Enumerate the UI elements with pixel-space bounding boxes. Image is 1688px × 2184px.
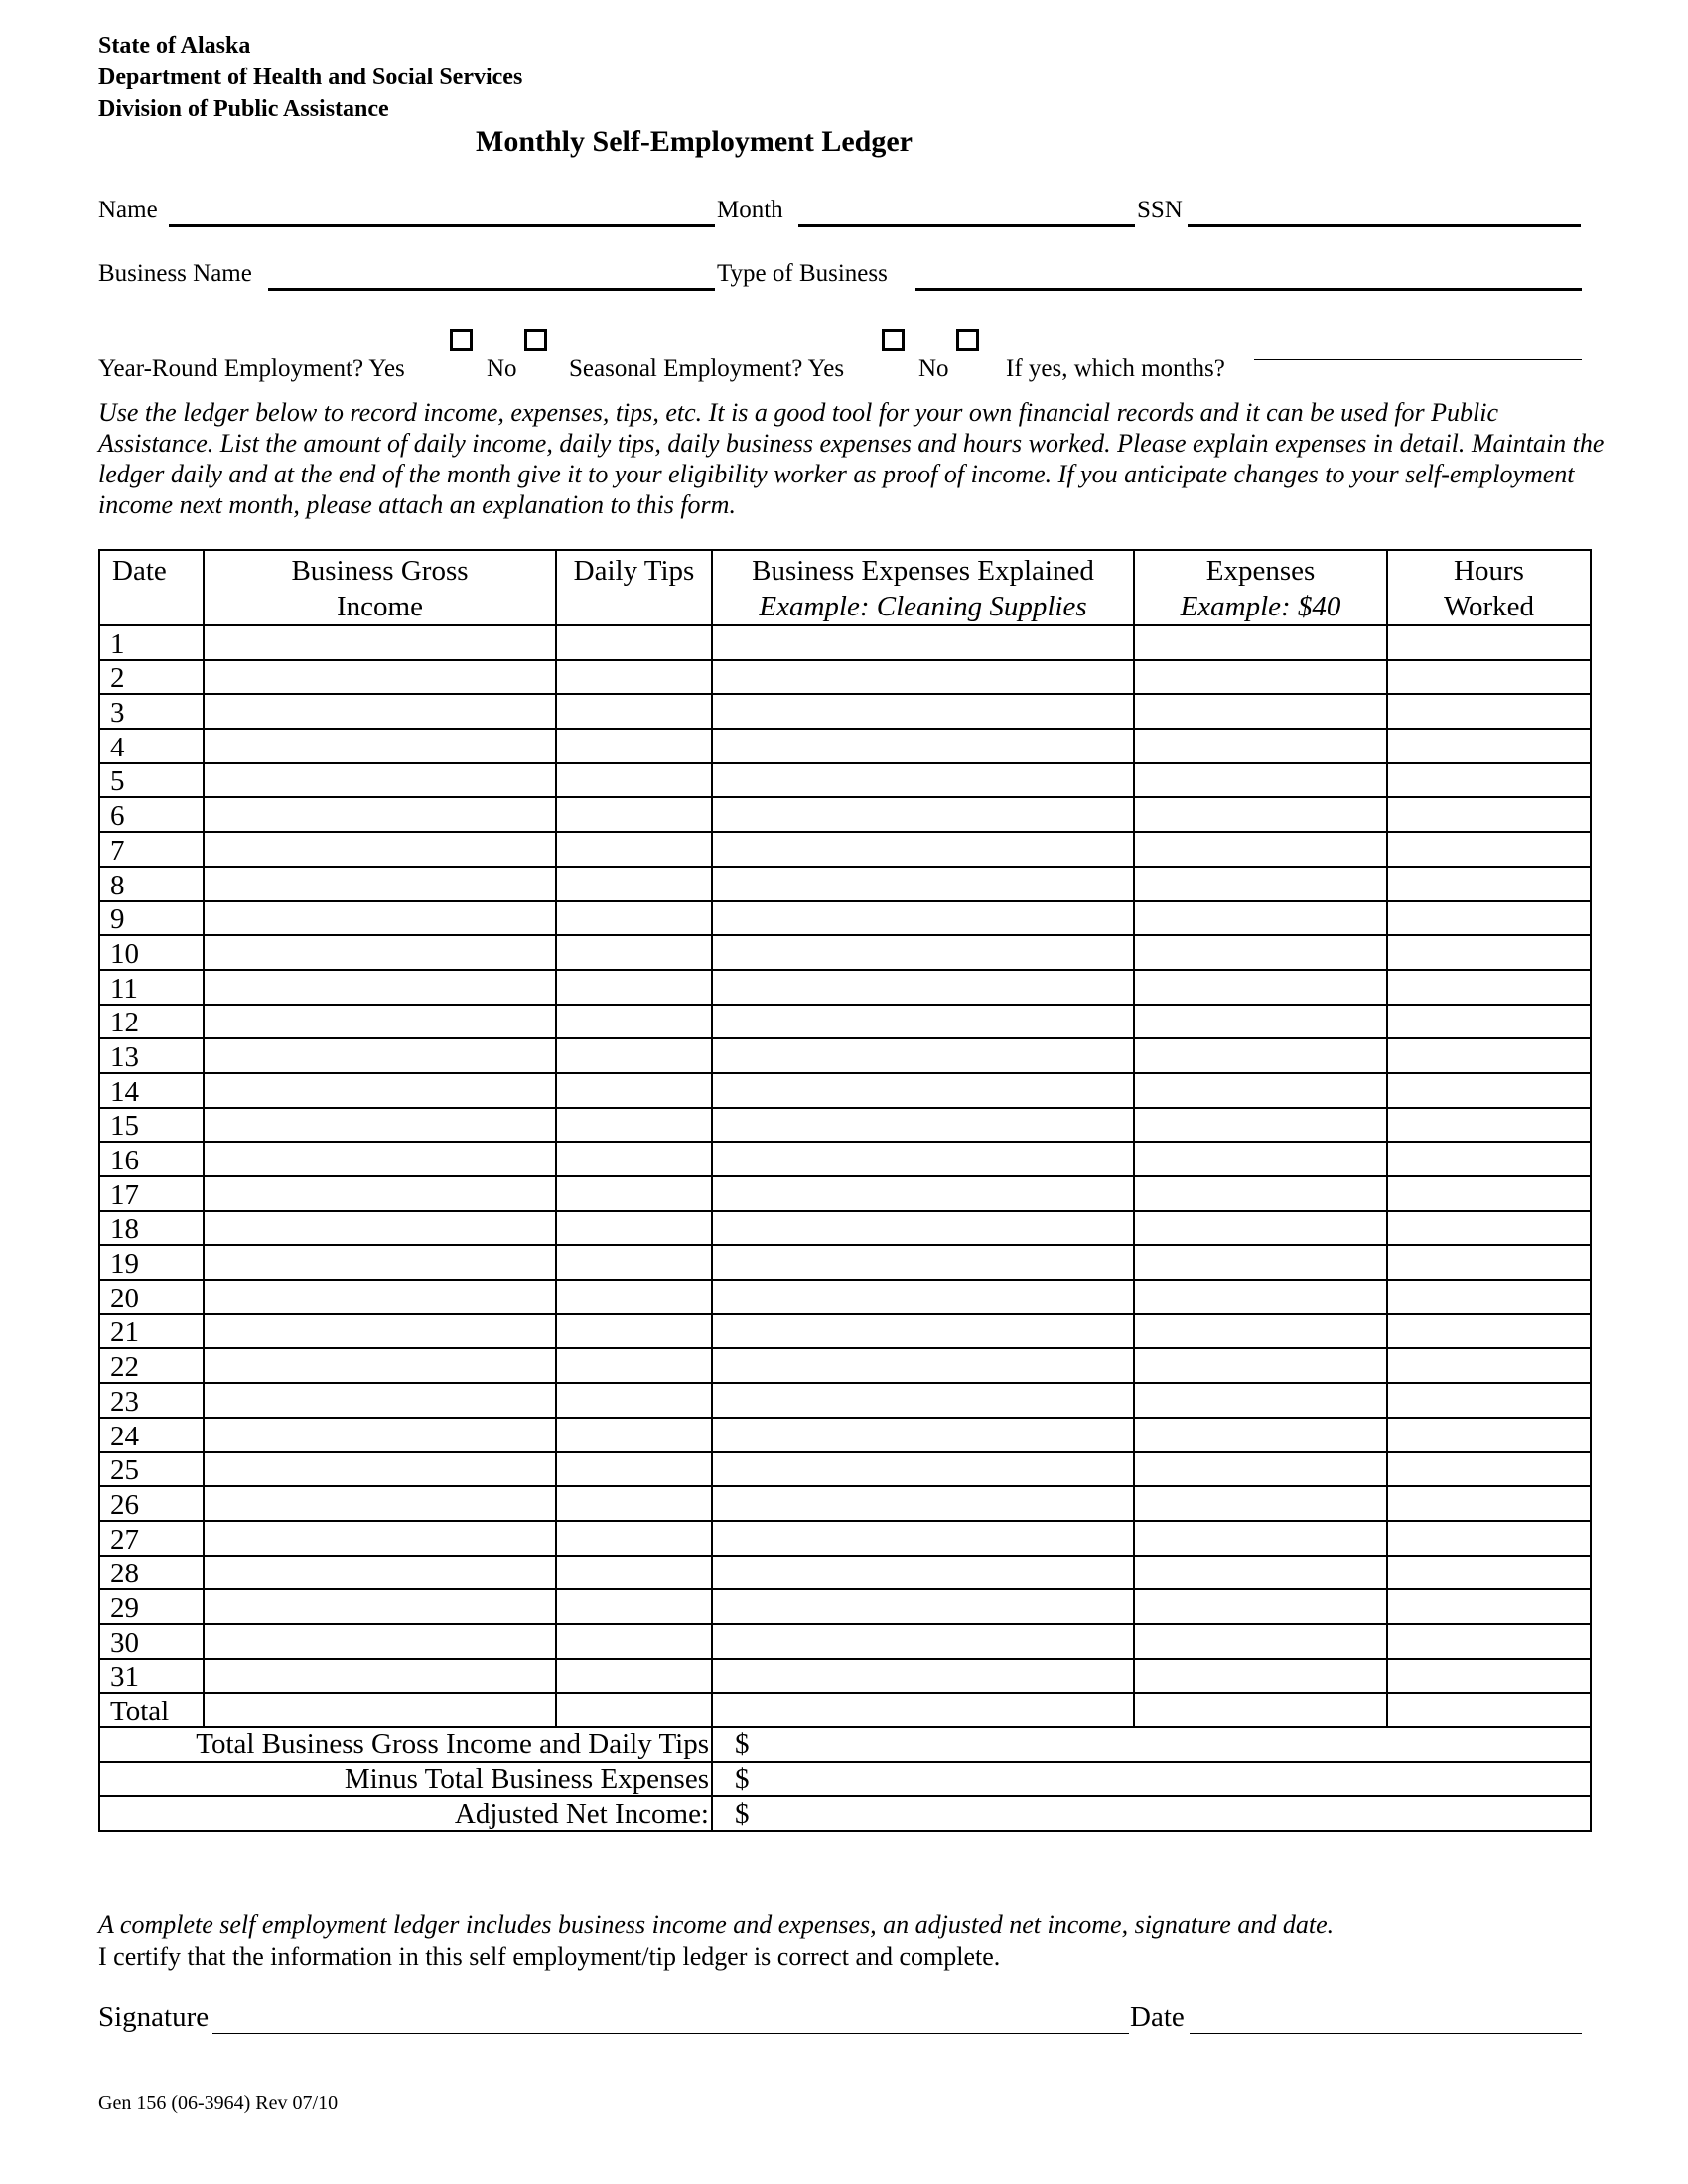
ledger-day-row — [99, 729, 1591, 763]
expenses-cell[interactable] — [1134, 1176, 1387, 1211]
daily-tips-cell[interactable] — [556, 1383, 712, 1418]
hours-cell[interactable] — [1387, 1659, 1591, 1694]
ledger-day-row — [99, 1005, 1591, 1039]
day-number: 15 — [99, 1108, 204, 1143]
expenses-explained-cell[interactable] — [712, 1005, 1134, 1039]
expenses-cell[interactable] — [1134, 1245, 1387, 1280]
daily-tips-cell[interactable] — [556, 1418, 712, 1452]
summary-label-gross: Total Business Gross Income and Daily Tips — [99, 1727, 712, 1762]
day-number: 3 — [99, 694, 204, 729]
hours-cell[interactable] — [1387, 1073, 1591, 1108]
which-months-field[interactable] — [1254, 359, 1582, 360]
date-field[interactable] — [1190, 2033, 1582, 2034]
day-number: 14 — [99, 1073, 204, 1108]
col-header-gross-income: Business Gross Income — [204, 550, 556, 625]
day-number: 2 — [99, 660, 204, 695]
expenses-cell[interactable] — [1134, 1589, 1387, 1624]
ledger-day-row — [99, 1452, 1591, 1487]
expenses-explained-cell[interactable] — [712, 1211, 1134, 1246]
ledger-day-row — [99, 625, 1591, 660]
day-number: 1 — [99, 625, 204, 660]
summary-row-net — [99, 1796, 1591, 1831]
summary-row-expenses — [99, 1762, 1591, 1797]
ledger-total-row — [99, 1693, 1591, 1727]
day-number: 9 — [99, 901, 204, 936]
gross-income-cell[interactable] — [204, 1280, 556, 1314]
total-expenses-cell[interactable] — [1134, 1693, 1387, 1727]
summary-label-net: Adjusted Net Income: — [99, 1796, 712, 1831]
gross-income-cell[interactable] — [204, 935, 556, 970]
completeness-note: A complete self employment ledger includes business income and expenses, an adjusted net income, signature and date. — [98, 1910, 1335, 1939]
daily-tips-cell[interactable] — [556, 763, 712, 798]
business-name-label: Business Name — [98, 260, 252, 287]
certification-statement: I certify that the information in this self employment/tip ledger is correct and complete. — [98, 1942, 1001, 1971]
instructions-text: Use the ledger below to record income, expenses, tips, etc. It is a good tool for your own financial records and it can be used for Public Assistance. List the amount of daily income, daily tips, daily business expenses and hours worked. Please explain expenses in detail. Maintain the ledger daily and at the end of the month give it to your eligibility worker as proof of income. If you anticipate changes to your self-employment income next month, please attach an explanation to this form. — [98, 398, 1605, 519]
daily-tips-cell[interactable] — [556, 1245, 712, 1280]
hours-cell[interactable] — [1387, 1521, 1591, 1556]
col-header-date: Date — [99, 550, 204, 625]
expenses-cell[interactable] — [1134, 901, 1387, 936]
expenses-cell[interactable] — [1134, 1418, 1387, 1452]
ledger-day-row — [99, 1624, 1591, 1659]
which-months-label: If yes, which months? — [1006, 355, 1225, 382]
year-round-no-checkbox[interactable] — [524, 329, 547, 351]
hours-cell[interactable] — [1387, 1589, 1591, 1624]
daily-tips-cell[interactable] — [556, 1280, 712, 1314]
gross-income-cell[interactable] — [204, 660, 556, 695]
daily-tips-cell[interactable] — [556, 1486, 712, 1521]
expenses-cell[interactable] — [1134, 1211, 1387, 1246]
day-number: 12 — [99, 1005, 204, 1039]
expenses-cell[interactable] — [1134, 832, 1387, 867]
month-field[interactable] — [798, 224, 1135, 227]
gross-income-cell[interactable] — [204, 797, 556, 832]
ledger-day-row — [99, 1038, 1591, 1073]
ledger-day-row — [99, 1314, 1591, 1349]
gross-income-cell[interactable] — [204, 1005, 556, 1039]
gross-income-cell[interactable] — [204, 1142, 556, 1176]
day-number: 13 — [99, 1038, 204, 1073]
expenses-explained-cell[interactable] — [712, 625, 1134, 660]
day-number: 18 — [99, 1211, 204, 1246]
ledger-day-row — [99, 1348, 1591, 1383]
ledger-day-row — [99, 1108, 1591, 1143]
ledger-day-row — [99, 1176, 1591, 1211]
day-number: 11 — [99, 970, 204, 1005]
hours-cell[interactable] — [1387, 1624, 1591, 1659]
expenses-cell[interactable] — [1134, 1314, 1387, 1349]
daily-tips-cell[interactable] — [556, 1521, 712, 1556]
day-number: 19 — [99, 1245, 204, 1280]
hours-cell[interactable] — [1387, 660, 1591, 695]
day-number: 25 — [99, 1452, 204, 1487]
gross-income-cell[interactable] — [204, 1452, 556, 1487]
expenses-explained-cell[interactable] — [712, 1038, 1134, 1073]
agency-department: Department of Health and Social Services — [98, 65, 523, 90]
daily-tips-cell[interactable] — [556, 797, 712, 832]
expenses-explained-cell[interactable] — [712, 797, 1134, 832]
year-round-label: Year-Round Employment? Yes — [98, 355, 405, 382]
expenses-explained-cell[interactable] — [712, 1314, 1134, 1349]
daily-tips-cell[interactable] — [556, 970, 712, 1005]
expenses-explained-cell[interactable] — [712, 832, 1134, 867]
day-number: 21 — [99, 1314, 204, 1349]
day-number: 23 — [99, 1383, 204, 1418]
name-field[interactable] — [169, 224, 715, 227]
date-label: Date — [1130, 2001, 1185, 2033]
gross-income-cell[interactable] — [204, 970, 556, 1005]
daily-tips-cell[interactable] — [556, 1142, 712, 1176]
expenses-cell[interactable] — [1134, 1486, 1387, 1521]
expenses-explained-cell[interactable] — [712, 1280, 1134, 1314]
ledger-day-row — [99, 694, 1591, 729]
day-number: 4 — [99, 729, 204, 763]
day-number: 31 — [99, 1659, 204, 1694]
ledger-day-row — [99, 763, 1591, 798]
expenses-cell[interactable] — [1134, 1383, 1387, 1418]
expenses-explained-cell[interactable] — [712, 729, 1134, 763]
hours-cell[interactable] — [1387, 1245, 1591, 1280]
ledger-day-row — [99, 1245, 1591, 1280]
expenses-explained-cell[interactable] — [712, 1521, 1134, 1556]
hours-cell[interactable] — [1387, 1556, 1591, 1590]
hours-cell[interactable] — [1387, 832, 1591, 867]
ledger-day-row — [99, 970, 1591, 1005]
daily-tips-cell[interactable] — [556, 832, 712, 867]
gross-income-cell[interactable] — [204, 1418, 556, 1452]
daily-tips-cell[interactable] — [556, 867, 712, 901]
month-label: Month — [717, 197, 783, 223]
expenses-explained-cell[interactable] — [712, 901, 1134, 936]
expenses-cell[interactable] — [1134, 729, 1387, 763]
hours-cell[interactable] — [1387, 763, 1591, 798]
hours-cell[interactable] — [1387, 1418, 1591, 1452]
hours-cell[interactable] — [1387, 797, 1591, 832]
gross-income-cell[interactable] — [204, 1038, 556, 1073]
summary-value-expenses[interactable]: $ — [712, 1762, 1591, 1797]
hours-cell[interactable] — [1387, 1452, 1591, 1487]
daily-tips-cell[interactable] — [556, 1624, 712, 1659]
expenses-cell[interactable] — [1134, 1452, 1387, 1487]
col-header-expenses: Expenses Example: $40 — [1134, 550, 1387, 625]
total-daily-tips-cell[interactable] — [556, 1693, 712, 1727]
hours-cell[interactable] — [1387, 1142, 1591, 1176]
daily-tips-cell[interactable] — [556, 729, 712, 763]
gross-income-cell[interactable] — [204, 1348, 556, 1383]
total-label: Total — [99, 1693, 204, 1727]
expenses-cell[interactable] — [1134, 970, 1387, 1005]
gross-income-cell[interactable] — [204, 1314, 556, 1349]
expenses-explained-cell[interactable] — [712, 660, 1134, 695]
daily-tips-cell[interactable] — [556, 625, 712, 660]
ledger-day-row — [99, 1142, 1591, 1176]
daily-tips-cell[interactable] — [556, 935, 712, 970]
form-number: Gen 156 (06-3964) Rev 07/10 — [98, 2092, 339, 2114]
business-type-field[interactable] — [915, 288, 1582, 291]
day-number: 16 — [99, 1142, 204, 1176]
expenses-cell[interactable] — [1134, 660, 1387, 695]
day-number: 8 — [99, 867, 204, 901]
expenses-explained-cell[interactable] — [712, 1073, 1134, 1108]
day-number: 20 — [99, 1280, 204, 1314]
expenses-cell[interactable] — [1134, 1108, 1387, 1143]
hours-cell[interactable] — [1387, 1280, 1591, 1314]
signature-field[interactable] — [212, 2033, 1129, 2034]
summary-value-net[interactable]: $ — [712, 1796, 1591, 1831]
hours-cell[interactable] — [1387, 1211, 1591, 1246]
daily-tips-cell[interactable] — [556, 1314, 712, 1349]
hours-cell[interactable] — [1387, 694, 1591, 729]
expenses-cell[interactable] — [1134, 694, 1387, 729]
expenses-explained-cell[interactable] — [712, 1418, 1134, 1452]
expenses-explained-cell[interactable] — [712, 867, 1134, 901]
hours-cell[interactable] — [1387, 1383, 1591, 1418]
expenses-explained-cell[interactable] — [712, 1383, 1134, 1418]
expenses-cell[interactable] — [1134, 1521, 1387, 1556]
expenses-explained-cell[interactable] — [712, 1486, 1134, 1521]
total-hours-cell[interactable] — [1387, 1693, 1591, 1727]
gross-income-cell[interactable] — [204, 1383, 556, 1418]
daily-tips-cell[interactable] — [556, 1176, 712, 1211]
hours-cell[interactable] — [1387, 1314, 1591, 1349]
gross-income-cell[interactable] — [204, 1486, 556, 1521]
hours-cell[interactable] — [1387, 1176, 1591, 1211]
year-round-no-label: No — [487, 355, 517, 382]
expenses-cell[interactable] — [1134, 797, 1387, 832]
gross-income-cell[interactable] — [204, 832, 556, 867]
expenses-cell[interactable] — [1134, 1005, 1387, 1039]
gross-income-cell[interactable] — [204, 763, 556, 798]
expenses-explained-cell[interactable] — [712, 1659, 1134, 1694]
agency-division: Division of Public Assistance — [98, 96, 389, 122]
gross-income-cell[interactable] — [204, 1556, 556, 1590]
gross-income-cell[interactable] — [204, 1659, 556, 1694]
gross-income-cell[interactable] — [204, 867, 556, 901]
day-number: 17 — [99, 1176, 204, 1211]
expenses-explained-cell[interactable] — [712, 1108, 1134, 1143]
ledger-day-row — [99, 1280, 1591, 1314]
expenses-cell[interactable] — [1134, 1659, 1387, 1694]
daily-tips-cell[interactable] — [556, 660, 712, 695]
col-header-hours-worked: Hours Worked — [1387, 550, 1591, 625]
expenses-explained-cell[interactable] — [712, 1245, 1134, 1280]
gross-income-cell[interactable] — [204, 694, 556, 729]
hours-cell[interactable] — [1387, 935, 1591, 970]
summary-value-gross[interactable]: $ — [712, 1727, 1591, 1762]
ledger-day-row — [99, 1556, 1591, 1590]
form-title: Monthly Self-Employment Ledger — [476, 125, 913, 158]
expenses-cell[interactable] — [1134, 1142, 1387, 1176]
signature-label: Signature — [98, 2001, 210, 2033]
expenses-cell[interactable] — [1134, 1280, 1387, 1314]
name-label: Name — [98, 197, 158, 223]
hours-cell[interactable] — [1387, 970, 1591, 1005]
expenses-cell[interactable] — [1134, 1038, 1387, 1073]
daily-tips-cell[interactable] — [556, 901, 712, 936]
agency-state: State of Alaska — [98, 33, 251, 59]
expenses-cell[interactable] — [1134, 625, 1387, 660]
seasonal-no-label: No — [918, 355, 949, 382]
day-number: 6 — [99, 797, 204, 832]
expenses-cell[interactable] — [1134, 935, 1387, 970]
ssn-field[interactable] — [1188, 224, 1581, 227]
total-gross-income-cell[interactable] — [204, 1693, 556, 1727]
ledger-day-row — [99, 1418, 1591, 1452]
col-header-expenses-explained: Business Expenses Explained Example: Cleaning Supplies — [712, 550, 1134, 625]
ledger-day-row — [99, 660, 1591, 695]
gross-income-cell[interactable] — [204, 901, 556, 936]
hours-cell[interactable] — [1387, 1038, 1591, 1073]
gross-income-cell[interactable] — [204, 729, 556, 763]
hours-cell[interactable] — [1387, 729, 1591, 763]
gross-income-cell[interactable] — [204, 1108, 556, 1143]
gross-income-cell[interactable] — [204, 1176, 556, 1211]
year-round-yes-checkbox[interactable] — [450, 329, 473, 351]
expenses-explained-cell[interactable] — [712, 1142, 1134, 1176]
ledger-day-row — [99, 901, 1591, 936]
hours-cell[interactable] — [1387, 1348, 1591, 1383]
daily-tips-cell[interactable] — [556, 1038, 712, 1073]
ledger-table — [98, 549, 1592, 1832]
expenses-cell[interactable] — [1134, 1073, 1387, 1108]
daily-tips-cell[interactable] — [556, 1211, 712, 1246]
ssn-label: SSN — [1137, 197, 1183, 223]
seasonal-label: Seasonal Employment? Yes — [569, 355, 845, 382]
daily-tips-cell[interactable] — [556, 694, 712, 729]
day-number: 24 — [99, 1418, 204, 1452]
ledger-day-row — [99, 1589, 1591, 1624]
daily-tips-cell[interactable] — [556, 1108, 712, 1143]
day-number: 22 — [99, 1348, 204, 1383]
expenses-explained-cell[interactable] — [712, 1176, 1134, 1211]
ledger-day-row — [99, 1659, 1591, 1694]
day-number: 28 — [99, 1556, 204, 1590]
daily-tips-cell[interactable] — [556, 1589, 712, 1624]
ledger-day-row — [99, 1486, 1591, 1521]
day-number: 29 — [99, 1589, 204, 1624]
ledger-day-row — [99, 1521, 1591, 1556]
day-number: 26 — [99, 1486, 204, 1521]
hours-cell[interactable] — [1387, 625, 1591, 660]
ledger-day-row — [99, 1211, 1591, 1246]
col-header-daily-tips: Daily Tips — [556, 550, 712, 625]
day-number: 27 — [99, 1521, 204, 1556]
gross-income-cell[interactable] — [204, 1211, 556, 1246]
expenses-explained-cell[interactable] — [712, 763, 1134, 798]
daily-tips-cell[interactable] — [556, 1348, 712, 1383]
expenses-cell[interactable] — [1134, 1556, 1387, 1590]
ledger-day-row — [99, 867, 1591, 901]
expenses-explained-cell[interactable] — [712, 694, 1134, 729]
expenses-explained-cell[interactable] — [712, 970, 1134, 1005]
expenses-cell[interactable] — [1134, 763, 1387, 798]
ledger-day-row — [99, 797, 1591, 832]
ledger-day-row — [99, 832, 1591, 867]
expenses-explained-cell[interactable] — [712, 1624, 1134, 1659]
expenses-cell[interactable] — [1134, 867, 1387, 901]
expenses-explained-cell[interactable] — [712, 1348, 1134, 1383]
ledger-day-row — [99, 1383, 1591, 1418]
gross-income-cell[interactable] — [204, 1521, 556, 1556]
gross-income-cell[interactable] — [204, 1245, 556, 1280]
daily-tips-cell[interactable] — [556, 1005, 712, 1039]
hours-cell[interactable] — [1387, 1005, 1591, 1039]
expenses-explained-cell[interactable] — [712, 1556, 1134, 1590]
hours-cell[interactable] — [1387, 867, 1591, 901]
seasonal-yes-checkbox[interactable] — [882, 329, 905, 351]
business-name-field[interactable] — [268, 288, 715, 291]
hours-cell[interactable] — [1387, 1108, 1591, 1143]
expenses-cell[interactable] — [1134, 1348, 1387, 1383]
ledger-day-row — [99, 1073, 1591, 1108]
total-expenses-explained-cell[interactable] — [712, 1693, 1134, 1727]
expenses-explained-cell[interactable] — [712, 1589, 1134, 1624]
daily-tips-cell[interactable] — [556, 1659, 712, 1694]
ledger-header-row — [99, 550, 1591, 625]
day-number: 5 — [99, 763, 204, 798]
hours-cell[interactable] — [1387, 901, 1591, 936]
daily-tips-cell[interactable] — [556, 1073, 712, 1108]
summary-row-gross — [99, 1727, 1591, 1762]
hours-cell[interactable] — [1387, 1486, 1591, 1521]
gross-income-cell[interactable] — [204, 1624, 556, 1659]
expenses-explained-cell[interactable] — [712, 935, 1134, 970]
ledger-day-row — [99, 935, 1591, 970]
daily-tips-cell[interactable] — [556, 1556, 712, 1590]
expenses-explained-cell[interactable] — [712, 1452, 1134, 1487]
daily-tips-cell[interactable] — [556, 1452, 712, 1487]
business-type-label: Type of Business — [717, 260, 888, 287]
day-number: 10 — [99, 935, 204, 970]
gross-income-cell[interactable] — [204, 1073, 556, 1108]
gross-income-cell[interactable] — [204, 1589, 556, 1624]
gross-income-cell[interactable] — [204, 625, 556, 660]
expenses-cell[interactable] — [1134, 1624, 1387, 1659]
seasonal-no-checkbox[interactable] — [956, 329, 979, 351]
day-number: 30 — [99, 1624, 204, 1659]
summary-label-expenses: Minus Total Business Expenses — [99, 1762, 712, 1797]
day-number: 7 — [99, 832, 204, 867]
